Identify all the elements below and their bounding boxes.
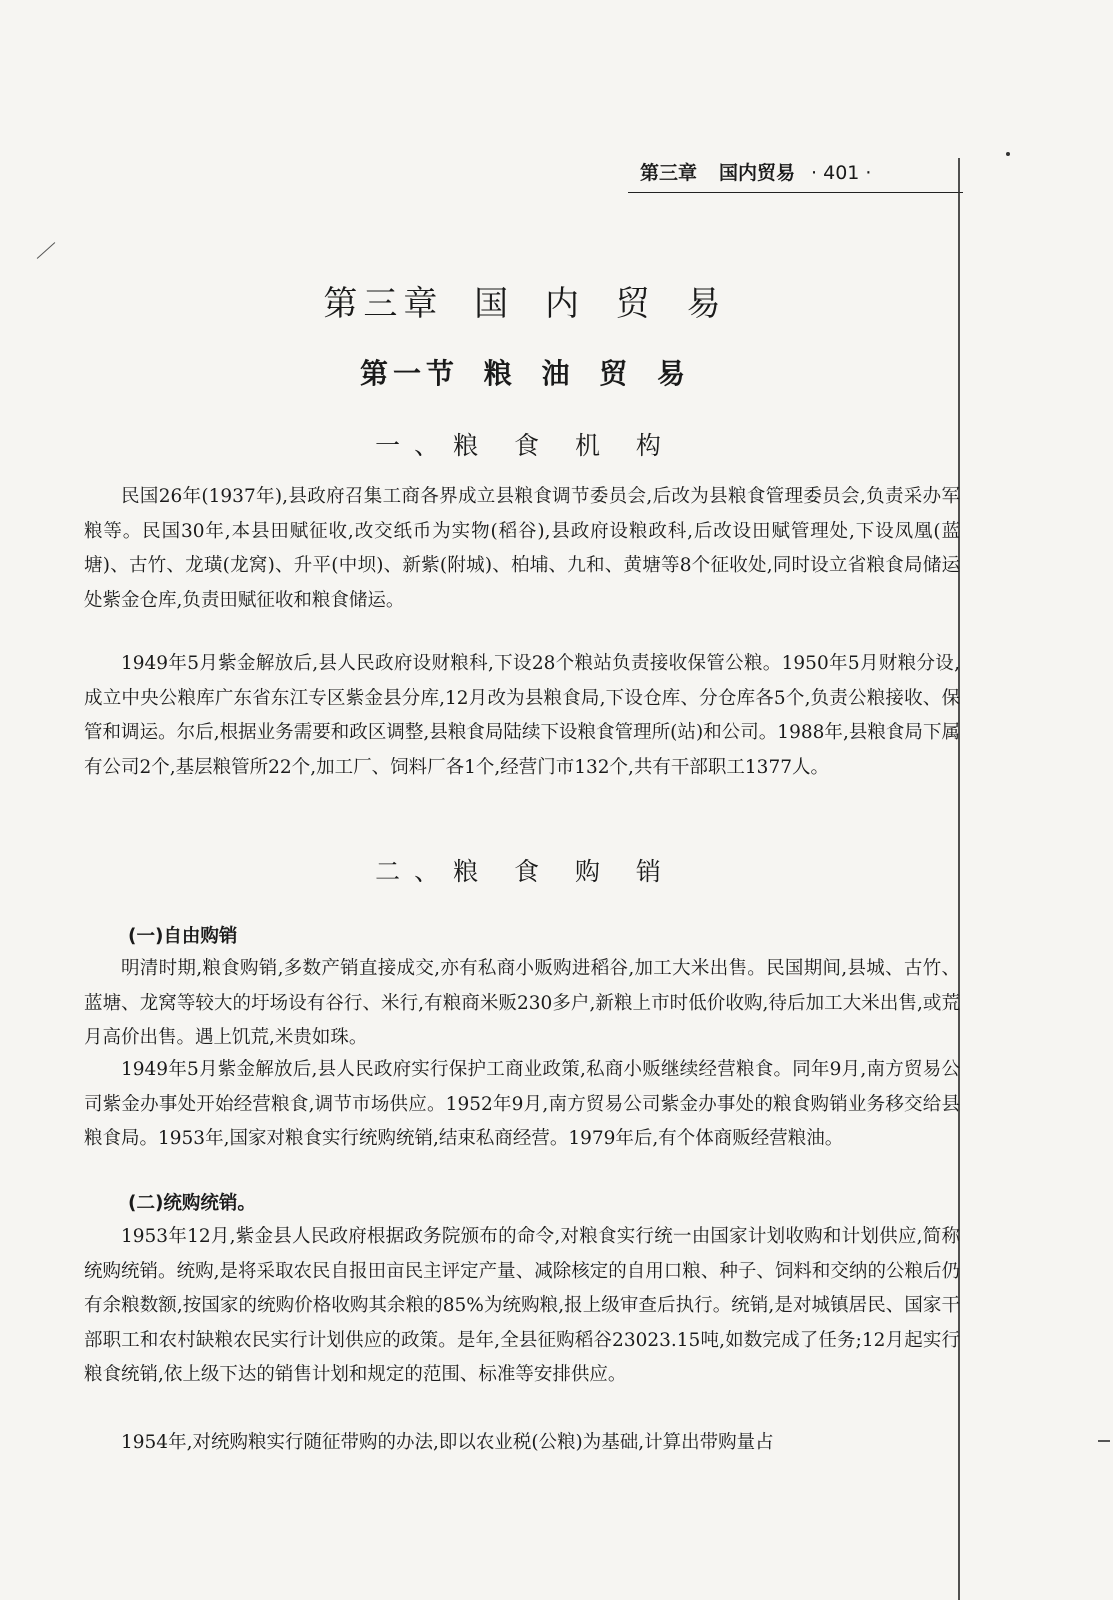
paragraph: 1953年12月,紫金县人民政府根据政务院颁布的命令,对粮食实行统一由国家计划收购和计划供应,简称统购统销。统购,是将采取农民自报田亩民主评定产量、减除核定的自用口粮、种子、饲料和交纳的公粮后仍有余粮数额,按国家的统购价格收购其余粮的85%为统购粮,报上级审查后执行。统销,是对城镇居民、国家干部职工和农村缺粮农民实行计划供应的政策。是年,全县征购稻谷23023.15吨,如数完成了任务;12月起实行粮食统销,依上级下达的销售计划和规定的范围、标准等安排供应。: [84, 1226, 960, 1385]
sub-heading-free-trade: (一)自由购销: [128, 926, 238, 947]
running-head-chapter: 第三章: [640, 162, 698, 184]
subsection-title-trade: 二、粮 食 购 销: [375, 857, 675, 886]
header-rule: [628, 192, 963, 193]
scan-dash: [1098, 1440, 1110, 1442]
chapter-title: 第三章 国 内 贸 易: [323, 284, 727, 324]
subsection-title-organization: 一、粮 食 机 构: [375, 431, 675, 460]
section-title: 第一节 粮 油 贸 易: [360, 357, 690, 390]
scan-dot: [1006, 152, 1010, 156]
scan-mark: [37, 242, 56, 259]
page-number: · 401 ·: [811, 162, 872, 184]
paragraph: 1954年,对统购粮实行随征带购的办法,即以农业税(公粮)为基础,计算出带购量占: [121, 1432, 774, 1453]
paragraph: 民国26年(1937年),县政府召集工商各界成立县粮食调节委员会,后改为县粮食管理委员会,负责采办军粮等。民国30年,本县田赋征收,改交纸币为实物(稻谷),县政府设粮政科,后改设田赋管理处,下设凤凰(蓝塘)、古竹、龙璜(龙窝)、升平(中坝)、新紫(附城)、柏埔、九和、黄塘等8个征收处,同时设立省粮食局储运处紫金仓库,负责田赋征收和粮食储运。: [84, 486, 960, 611]
paragraph: 1949年5月紫金解放后,县人民政府设财粮科,下设28个粮站负责接收保管公粮。1950年5月财粮分设,成立中央公粮库广东省东江专区紫金县分库,12月改为县粮食局,下设仓库、分仓库各5个,负责公粮接收、保管和调运。尔后,根据业务需要和政区调整,县粮食局陆续下设粮食管理所(站)和公司。1988年,县粮食局下属有公司2个,基层粮管所22个,加工厂、饲料厂各1个,经营门市132个,共有干部职工1377人。: [84, 653, 960, 778]
paragraph: 明清时期,粮食购销,多数产销直接成交,亦有私商小贩购进稻谷,加工大米出售。民国期间,县城、古竹、蓝塘、龙窝等较大的圩场设有谷行、米行,有粮商米贩230多户,新粮上市时低价收购,待后加工大米出售,或荒月高价出售。遇上饥荒,米贵如珠。: [84, 958, 960, 1048]
running-head: [640, 158, 960, 185]
paragraph: 1949年5月紫金解放后,县人民政府实行保护工商业政策,私商小贩继续经营粮食。同年9月,南方贸易公司紫金办事处开始经营粮食,调节市场供应。1952年9月,南方贸易公司紫金办事处的粮食购销业务移交给县粮食局。1953年,国家对粮食实行统购统销,结束私商经营。1979年后,有个体商贩经营粮油。: [84, 1059, 960, 1149]
sub-heading-unified-purchase: (二)统购统销。: [128, 1193, 256, 1214]
running-head-title: 国内贸易: [719, 162, 796, 184]
